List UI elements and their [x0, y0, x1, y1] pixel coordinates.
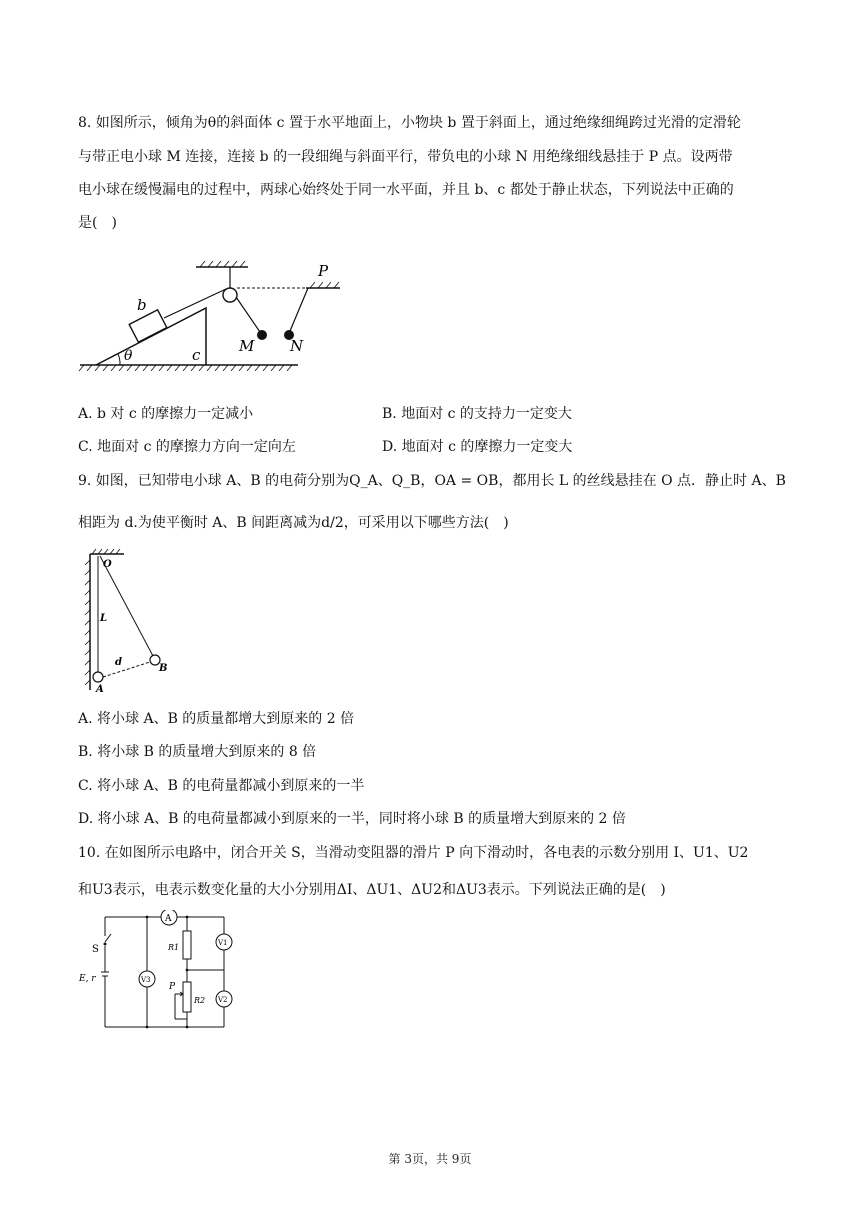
q9-label-d: d [115, 657, 122, 668]
q9-option-d: D. 将小球 A、B 的电荷量都减小到原来的一半，同时将小球 B 的质量增大到原来的 2 倍 [78, 811, 626, 827]
q9-option-a: A. 将小球 A、B 的质量都增大到原来的 2 倍 [78, 711, 355, 727]
q9-label-O: O [103, 559, 112, 570]
q8-label-P: P [318, 262, 329, 280]
q9-label-B: B [159, 663, 168, 674]
q8-option-d: D. 地面对 c 的摩擦力一定变大 [382, 439, 573, 455]
q8-option-c: C. 地面对 c 的摩擦力方向一定向左 [78, 439, 296, 455]
q8-label-c: c [192, 346, 201, 364]
q8-line-3: 电小球在缓慢漏电的过程中，两球心始终处于同一水平面，并且 b、c 都处于静止状态，下列说法中正确的 [78, 182, 734, 198]
q9-label-A: A [96, 684, 104, 695]
q8-label-theta: θ [124, 348, 133, 364]
q8-option-b: B. 地面对 c 的支持力一定变大 [382, 406, 572, 422]
q9-option-b: B. 将小球 B 的质量增大到原来的 8 倍 [78, 744, 317, 760]
q8-line-2: 与带正电小球 M 连接，连接 b 的一段细绳与斜面平行，带负电的小球 N 用绝缘细线悬挂于 P 点。设两带 [78, 149, 733, 165]
q10-label-V2: V2 [218, 996, 228, 1004]
q9-line-2: 相距为 d.为使平衡时 A、B 间距离减为d/2，可采用以下哪些方法( ) [78, 515, 509, 531]
q8-line-4: 是( ) [78, 215, 117, 231]
q10-line-1: 10. 在如图所示电路中，闭合开关 S，当滑动变阻器的滑片 P 向下滑动时，各电表的示数分别用 I、U1、U2 [78, 845, 749, 861]
q10-label-V3: V3 [141, 976, 151, 984]
q10-label-R2: R2 [194, 996, 206, 1005]
q10-label-V1: V1 [218, 939, 228, 947]
q10-label-Er: E, r [79, 974, 96, 984]
q10-label-S: S [92, 944, 99, 955]
q10-line-2: 和U3表示，电表示数变化量的大小分别用ΔI、ΔU1、ΔU2和ΔU3表示。下列说法正确的是( ) [78, 882, 666, 898]
q10-circuit [74, 910, 244, 1032]
q8-line-1: 8. 如图所示，倾角为θ的斜面体 c 置于水平地面上，小物块 b 置于斜面上，通过绝缘细绳跨过光滑的定滑轮 [78, 115, 741, 131]
q10-label-A: A [165, 914, 172, 924]
q8-label-b: b [137, 296, 147, 314]
q9-figure [84, 548, 184, 696]
q8-label-N: N [290, 337, 304, 355]
q10-label-P: P [169, 982, 176, 992]
q8-figure [78, 258, 358, 378]
q10-label-R1: R1 [168, 943, 180, 952]
q9-option-c: C. 将小球 A、B 的电荷量都减小到原来的一半 [78, 778, 365, 794]
page-footer: 第 3页，共 9页 [388, 1152, 472, 1166]
q9-label-L: L [100, 613, 108, 624]
q8-label-M: M [239, 337, 255, 355]
q8-option-a: A. b 对 c 的摩擦力一定减小 [78, 406, 254, 422]
q9-line-1: 9. 如图，已知带电小球 A、B 的电荷分别为Q_A、Q_B，OA = OB，都用长 L 的丝线悬挂在 O 点．静止时 A、B [78, 473, 786, 489]
